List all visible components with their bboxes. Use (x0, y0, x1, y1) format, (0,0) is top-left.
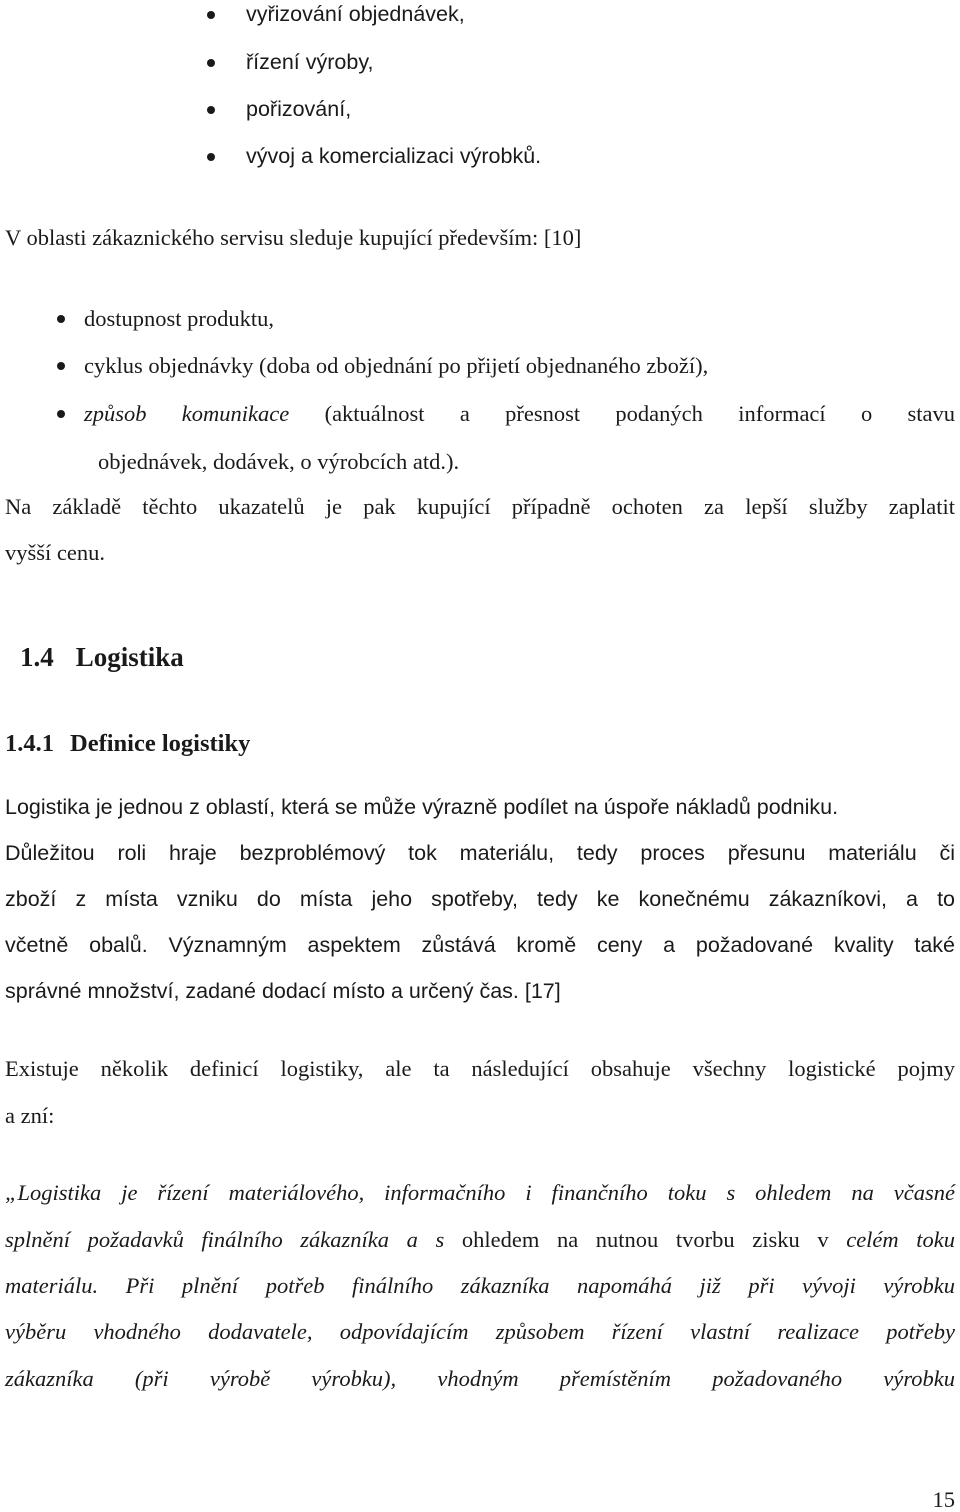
quote-text: materiálu. Při plnění potřeb finálního zákazníka napomáhá již při vývoji výrobku (5, 1273, 955, 1298)
quote-text: celém toku (846, 1227, 956, 1252)
subsection-number: 1.4.1 (5, 730, 54, 757)
subsection-heading (5, 732, 250, 757)
subsection-title: Definice logistiky (70, 730, 251, 757)
bullet-icon (207, 59, 215, 67)
paragraph-line: Logistika je jednou z oblastí, která se může výrazně podílet na úspoře nákladů podniku. (5, 795, 839, 819)
bullet-icon (207, 106, 215, 114)
paragraph-line: včetně obalů. Významným aspektem zůstává kromě ceny a požadované kvality také (5, 933, 955, 957)
list-item (84, 403, 955, 426)
quote-line (5, 1182, 955, 1205)
paragraph-line: Důležitou roli hraje bezproblémový tok materiálu, tedy proces přesunu materiálu či (5, 841, 955, 865)
bullet-icon (57, 315, 65, 323)
list-item-italic: způsob komunikace (84, 401, 290, 426)
list-item: cyklus objednávky (doba od objednání po přijetí objednaného zboží), (84, 353, 709, 378)
paragraph-customer-service: V oblasti zákaznického servisu sleduje kupující především: [10] (5, 225, 582, 250)
quote-text: výběru vhodného dodavatele, odpovídajícím způsobem řízení vlastní realizace potřeby (5, 1319, 955, 1344)
list-item-continuation: objednávek, dodávek, o výrobcích atd.). (98, 449, 460, 474)
paragraph-line: správné množství, zadané dodací místo a určený čas. [17] (5, 979, 561, 1003)
section-heading (20, 644, 184, 671)
quote-text: „Logistika je řízení materiálového, informačního i finančního toku s ohledem na včasné (5, 1180, 955, 1205)
quote-text: splnění požadavků finálního zákazníka a s (5, 1227, 445, 1252)
quote-line (5, 1275, 955, 1298)
quote-line (5, 1368, 955, 1391)
list-item: řízení výroby, (246, 50, 374, 74)
bullet-icon (57, 410, 65, 418)
bullet-icon (57, 362, 65, 370)
bullet-icon (207, 11, 215, 19)
paragraph-line: a zní: (5, 1103, 55, 1128)
quote-line (5, 1229, 955, 1252)
list-item: dostupnost produktu, (84, 306, 275, 331)
quote-line (5, 1321, 955, 1344)
quote-text: zákazníka (při výrobě výrobku), vhodným přemístěním požadovaného výrobku (5, 1366, 955, 1391)
paragraph-line: Existuje několik definicí logistiky, ale ta následující obsahuje všechny logistické pojmy (5, 1056, 955, 1081)
section-title: Logistika (75, 642, 184, 672)
page-number: 15 (932, 1487, 955, 1512)
list-item-text: (aktuálnost a přesnost podaných informací o stavu (324, 401, 956, 426)
list-item: vyřizování objednávek, (246, 2, 465, 26)
bullet-icon (207, 153, 215, 161)
section-number: 1.4 (20, 642, 54, 672)
list-item: vývoj a komercializaci výrobků. (246, 144, 542, 168)
paragraph-line: Na základě těchto ukazatelů je pak kupující případně ochoten za lepší služby zaplatit (5, 494, 955, 519)
quote-text: ohledem na nutnou tvorbu zisku v (461, 1227, 829, 1252)
list-item: pořizování, (246, 97, 352, 121)
paragraph-line: zboží z místa vzniku do místa jeho spotřeby, tedy ke konečnému zákazníkovi, a to (5, 887, 955, 911)
paragraph-line: vyšší cenu. (5, 540, 105, 565)
